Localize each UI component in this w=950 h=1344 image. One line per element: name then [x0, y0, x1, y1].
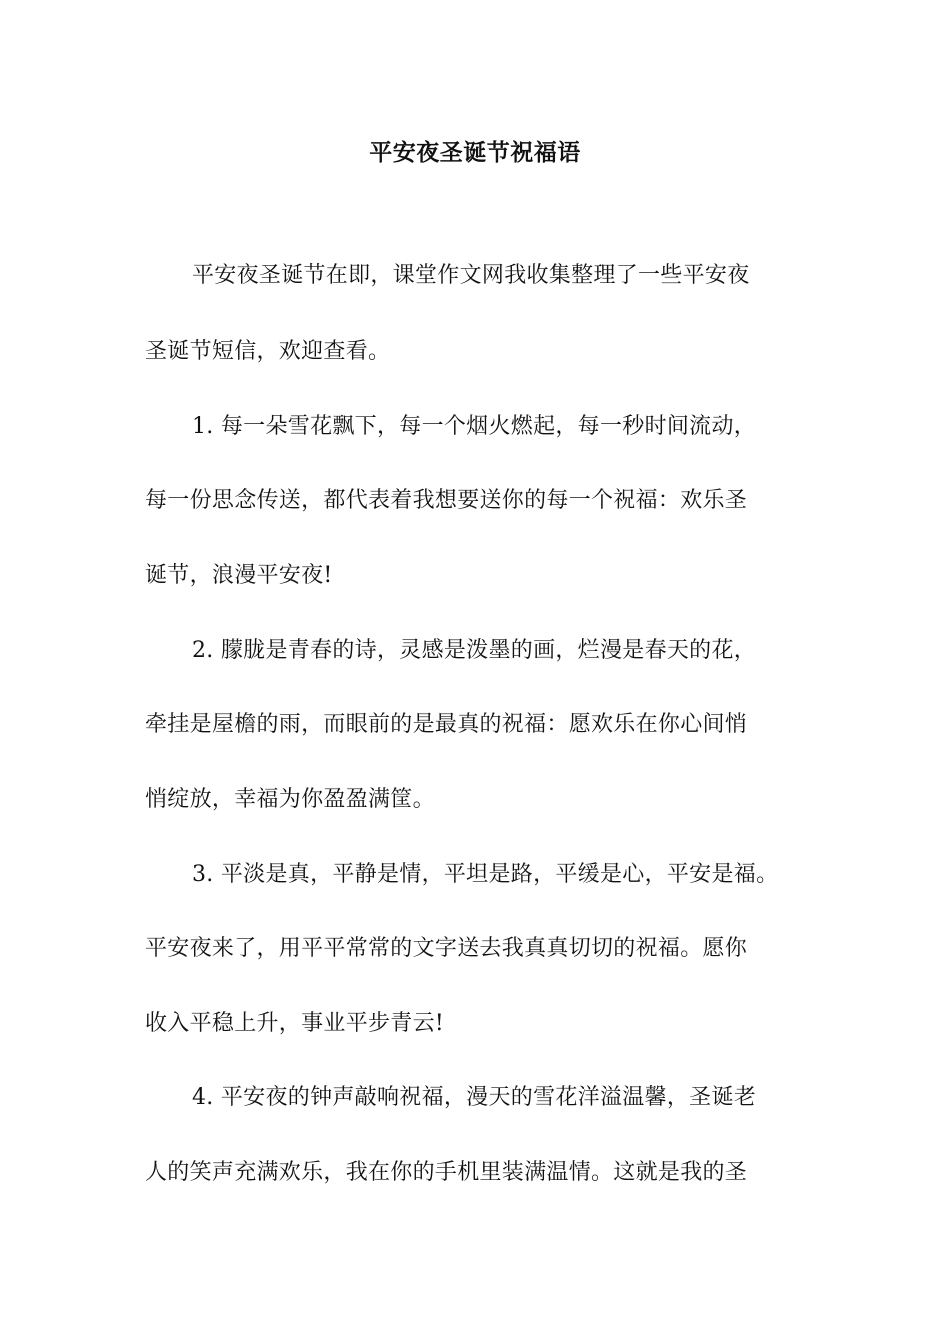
item-4-line-2: 人的笑声充满欢乐，我在你的手机里装满温情。这就是我的圣 — [145, 1160, 748, 1185]
paragraph-intro-line-1: 平安夜圣诞节在即，课堂作文网我收集整理了一些平安夜 — [192, 263, 750, 288]
item-2-line-1: 2. 朦胧是青春的诗，灵感是泼墨的画，烂漫是春天的花， — [192, 638, 757, 663]
item-2-line-3: 悄绽放，幸福为你盈盈满筐。 — [145, 787, 435, 812]
item-4-line-1: 4. 平安夜的钟声敲响祝福，漫天的雪花洋溢温馨，圣诞老 — [192, 1085, 757, 1110]
item-1-line-1: 1. 每一朵雪花飘下，每一个烟火燃起，每一秒时间流动， — [192, 414, 757, 439]
document-title: 平安夜圣诞节祝福语 — [369, 139, 581, 166]
item-3-line-3: 收入平稳上升，事业平步青云! — [145, 1011, 445, 1036]
paragraph-intro-line-2: 圣诞节短信，欢迎查看。 — [145, 339, 391, 364]
item-1-line-3: 诞节，浪漫平安夜! — [145, 563, 333, 588]
item-3-line-1: 3. 平淡是真，平静是情，平坦是路，平缓是心，平安是福。 — [192, 862, 779, 887]
item-2-line-2: 牵挂是屋檐的雨，而眼前的是最真的祝福：愿欢乐在你心间悄 — [145, 712, 748, 737]
item-3-line-2: 平安夜来了，用平平常常的文字送去我真真切切的祝福。愿你 — [145, 936, 748, 961]
item-1-line-2: 每一份思念传送，都代表着我想要送你的每一个祝福：欢乐圣 — [145, 488, 748, 513]
